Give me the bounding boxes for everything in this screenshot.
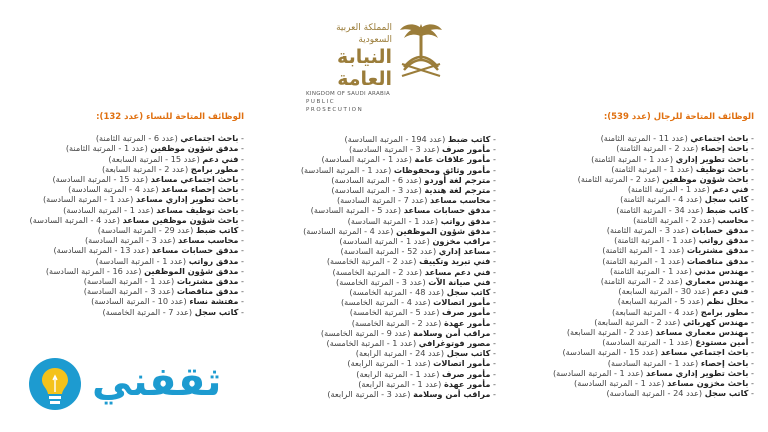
job-list-item — [520, 296, 754, 306]
job-list-item — [520, 164, 754, 174]
bullet-dash: - — [748, 306, 754, 317]
job-count-grade: (عدد 1 - المرتبة السادسة) — [347, 215, 441, 226]
job-count-grade: (عدد 9 - المرتبة الخامسة) — [320, 327, 414, 338]
job-count-grade: (عدد 3 - المرتبة الثامنة) — [606, 225, 692, 236]
job-list-item — [520, 388, 754, 398]
job-list-item — [10, 143, 244, 153]
job-count-grade: (عدد 3 - المرتبة السادسة) — [84, 235, 179, 246]
job-title: مدقق رواتب — [188, 255, 239, 266]
bullet-dash: - — [748, 296, 754, 307]
job-title: مدقق حسابات — [691, 225, 749, 236]
job-count-grade: (عدد 1 - المرتبة السادسة) — [63, 204, 157, 215]
job-list-item — [10, 245, 244, 255]
job-count-grade: (عدد 4 - المرتبة السادسة) — [68, 184, 162, 195]
job-list-item — [520, 286, 754, 296]
job-count-grade: (عدد 3 - المرتبة السادسة) — [331, 185, 425, 196]
job-count-grade: (عدد 10 - المرتبة السادسة) — [91, 296, 190, 307]
bullet-dash: - — [490, 276, 496, 287]
bullet-dash: - — [238, 174, 244, 185]
job-list-item — [10, 205, 244, 215]
bullet-dash: - — [748, 245, 754, 256]
bullet-dash: - — [748, 255, 754, 266]
job-title: مأمور علاقات عامة — [414, 154, 491, 165]
bullet-dash: - — [490, 266, 496, 277]
job-title: مترجم لغة أوردو — [424, 174, 491, 185]
job-title: مراقب أمن وسلامة — [413, 389, 491, 400]
job-list-item — [262, 307, 496, 317]
bullet-dash: - — [748, 184, 754, 195]
job-title: مطور برامج — [700, 306, 749, 317]
job-count-grade: (عدد 1 - المرتبة الثامنة) — [591, 153, 676, 164]
job-list-item — [520, 337, 754, 347]
bullet-dash: - — [748, 214, 754, 225]
job-title: باحث إحصاء — [700, 357, 749, 368]
job-count-grade: (عدد 2 - المرتبة السابعة) — [101, 163, 191, 174]
job-list-item — [262, 154, 496, 164]
bullet-dash: - — [490, 144, 496, 155]
job-title: مدقق رواتب — [440, 215, 491, 226]
job-count-grade: (عدد 3 - المرتبة الخامسة) — [336, 276, 429, 287]
job-count-grade: (عدد 15 - المرتبة السابعة) — [108, 153, 203, 164]
job-count-grade: (عدد 1 - المرتبة الثامنة) — [610, 265, 695, 276]
job-title: مأمور اتصالات — [433, 297, 491, 308]
brand-name: ثقفني — [92, 359, 222, 405]
men-jobs-column — [520, 112, 754, 398]
logo-english-line1: KINGDOM OF SAUDI ARABIA — [306, 91, 391, 97]
job-title: مدقق مشتريات — [686, 245, 749, 256]
job-count-grade: (عدد 7 - المرتبة السادسة) — [336, 195, 431, 206]
job-list-item — [10, 266, 244, 276]
job-list-item — [262, 246, 496, 256]
job-list-item — [10, 286, 244, 296]
bullet-dash: - — [748, 265, 754, 276]
job-title: مأمور اتصالات — [433, 358, 491, 369]
bullet-dash: - — [238, 204, 244, 215]
bullet-dash: - — [748, 204, 754, 215]
job-count-grade: (عدد 194 - المرتبة السادسة) — [344, 134, 448, 144]
middle-job-list — [262, 134, 496, 399]
job-title: فني تبريد وتكييف — [419, 256, 491, 267]
job-title: كاتب ضبط — [705, 204, 749, 215]
men-job-list — [520, 133, 754, 398]
job-count-grade: (عدد 15 - المرتبة السادسة) — [562, 347, 661, 358]
middle-jobs-column — [262, 134, 496, 399]
bullet-dash: - — [490, 307, 496, 318]
bullet-dash: - — [238, 306, 244, 317]
bullet-dash: - — [490, 195, 496, 206]
job-count-grade: (عدد 1 - المرتبة الرابعة) — [356, 368, 442, 379]
job-list-item — [520, 317, 754, 327]
job-title: فني صيانة الآت — [428, 276, 491, 287]
job-count-grade: (عدد 1 - المرتبة السادسة) — [321, 154, 415, 165]
job-list-item — [520, 276, 754, 286]
logo-arabic-main: النيابة العامة — [337, 46, 392, 90]
bullet-dash: - — [490, 154, 496, 165]
job-count-grade: (عدد 6 - المرتبة السادسة) — [331, 174, 425, 185]
job-list-item — [520, 307, 754, 317]
job-title: باحث اجتماعي مساعد — [660, 347, 749, 358]
job-count-grade: (عدد 1 - المرتبة الثامنة) — [611, 163, 696, 174]
bullet-dash: - — [490, 368, 496, 379]
bullet-dash: - — [490, 378, 496, 389]
job-title: فني دعم — [712, 286, 749, 297]
job-title: كاتب ضبط — [195, 225, 239, 236]
bullet-dash: - — [748, 163, 754, 174]
bullet-dash: - — [490, 164, 496, 175]
job-count-grade: (عدد 2 - المرتبة السابعة) — [594, 316, 683, 327]
bullet-dash: - — [748, 316, 754, 327]
job-count-grade: (عدد 2 - المرتبة الخامسة) — [326, 256, 420, 267]
job-count-grade: (عدد 1 - المرتبة الثامنة) — [65, 143, 151, 154]
bullet-dash: - — [748, 357, 754, 368]
bullet-dash: - — [490, 389, 496, 400]
job-count-grade: (عدد 4 - المرتبة السادسة) — [29, 214, 123, 225]
job-title: مدقق مناقصات — [686, 255, 749, 266]
job-list-item — [10, 215, 244, 225]
bullet-dash: - — [238, 163, 244, 174]
job-list-item — [262, 379, 496, 389]
job-title: مدقق شؤون الموظفين — [396, 225, 491, 236]
job-count-grade: (عدد 1 - المرتبة السادسة) — [552, 367, 646, 378]
job-list-item — [262, 185, 496, 195]
job-title: مراقب أمن وسلامة — [413, 327, 491, 338]
job-list-item — [520, 327, 754, 337]
job-count-grade: (عدد 1 - المرتبة السادسة) — [83, 276, 177, 287]
women-job-list — [10, 133, 244, 317]
job-count-grade: (عدد 24 - المرتبة السادسة) — [606, 388, 705, 399]
job-title: كاتب سجل — [704, 388, 749, 399]
job-title: باحث شؤون موظفين — [662, 174, 749, 185]
job-title: مأمور صرف — [442, 144, 491, 155]
job-count-grade: (عدد 1 - المرتبة الخامسة) — [326, 338, 419, 349]
job-list-item — [10, 307, 244, 317]
women-jobs-column — [10, 112, 244, 317]
job-count-grade: (عدد 4 - المرتبة السادسة) — [303, 225, 397, 236]
job-count-grade: (عدد 2 - المرتبة الثامنة) — [616, 143, 701, 154]
bullet-dash: - — [238, 235, 244, 246]
bullet-dash: - — [748, 133, 754, 144]
job-list-item — [10, 194, 244, 204]
job-list-item — [520, 245, 754, 255]
job-count-grade: (عدد 7 - المرتبة الخامسة) — [102, 306, 195, 317]
job-count-grade: (عدد 1 - المرتبة السادسة) — [339, 236, 433, 247]
job-title: مهندس مدني — [694, 265, 749, 276]
job-title: محاسب مساعد — [430, 195, 491, 206]
bullet-dash: - — [748, 225, 754, 236]
job-title: محاسب — [717, 214, 749, 225]
job-count-grade: (عدد 2 - المرتبة الخامسة) — [351, 317, 444, 328]
job-list-item — [10, 276, 244, 286]
job-count-grade: (عدد 3 - المرتبة السادسة) — [348, 144, 442, 155]
job-list-item — [520, 358, 754, 368]
job-count-grade: (عدد 5 - المرتبة الخامسة) — [349, 307, 442, 318]
job-title: مطور برامج — [190, 163, 239, 174]
bullet-dash: - — [490, 358, 496, 369]
job-list-item — [520, 235, 754, 245]
bullet-dash: - — [490, 215, 496, 226]
job-count-grade: (عدد 48 - المرتبة الخامسة) — [349, 287, 447, 298]
job-list-item — [520, 347, 754, 357]
header — [0, 0, 768, 113]
bullet-dash: - — [748, 286, 754, 297]
job-list-item — [262, 134, 496, 144]
bullet-dash: - — [490, 174, 496, 185]
bullet-dash: - — [238, 265, 244, 276]
job-list-item — [10, 225, 244, 235]
job-count-grade: (عدد 11 - المرتبة الثامنة) — [600, 133, 691, 144]
bullet-dash: - — [238, 214, 244, 225]
job-list-item — [520, 143, 754, 153]
bullet-dash: - — [748, 276, 754, 287]
job-list-item — [520, 154, 754, 164]
job-list-item — [262, 165, 496, 175]
bullet-dash: - — [748, 235, 754, 246]
job-title: مدقق حسابات مساعد — [151, 245, 239, 256]
job-title: مأمور صرف — [442, 368, 491, 379]
bullet-dash: - — [490, 134, 496, 144]
bullet-dash: - — [490, 338, 496, 349]
job-list-item — [262, 256, 496, 266]
job-count-grade: (عدد 24 - المرتبة الرابعة) — [355, 348, 447, 359]
job-title: باحث اجتماعي — [690, 133, 749, 144]
job-list-item — [520, 184, 754, 194]
job-count-grade: (عدد 2 - المرتبة الثامنة) — [600, 276, 686, 287]
job-title: مهندس كهربائي — [682, 316, 749, 327]
job-title: كاتب سجل — [446, 287, 491, 298]
job-list-item — [520, 133, 754, 143]
bullet-dash: - — [490, 225, 496, 236]
bullet-dash: - — [238, 286, 244, 297]
job-list-item — [520, 205, 754, 215]
job-title: محاسب مساعد — [178, 235, 239, 246]
job-title: مدقق مناقصات — [176, 286, 239, 297]
bullet-dash: - — [748, 378, 754, 389]
job-title: فني دعم مساعد — [424, 266, 491, 277]
bullet-dash: - — [238, 255, 244, 266]
job-count-grade: (عدد 5 - المرتبة السابعة) — [617, 296, 707, 307]
job-count-grade: (عدد 1 - المرتبة السادسة) — [607, 357, 701, 368]
bullet-dash: - — [490, 236, 496, 247]
job-list-item — [520, 378, 754, 388]
bullet-dash: - — [748, 194, 754, 205]
job-title: مدقق مشتريات — [176, 276, 239, 287]
logo-english-line2: PUBLIC PROSECUTION — [306, 99, 364, 113]
job-count-grade: (عدد 1 - المرتبة السادسة) — [602, 337, 696, 348]
job-count-grade: (عدد 4 - المرتبة الخامسة) — [340, 297, 434, 308]
job-count-grade: (عدد 3 - المرتبة الرابعة) — [327, 389, 414, 400]
job-title: فني دعم — [712, 184, 749, 195]
job-list-item — [262, 226, 496, 236]
job-title: مترجم لغة هندية — [424, 185, 491, 196]
job-list-item — [262, 195, 496, 205]
job-list-item — [520, 266, 754, 276]
job-list-item — [262, 287, 496, 297]
bullet-dash: - — [238, 133, 244, 144]
job-list-item — [10, 184, 244, 194]
job-list-item — [262, 175, 496, 185]
job-title: مأمور صرف — [442, 307, 491, 318]
bullet-dash: - — [490, 317, 496, 328]
bullet-dash: - — [748, 388, 754, 399]
job-count-grade: (عدد 1 - المرتبة الثامنة) — [602, 245, 687, 256]
job-count-grade: (عدد 4 - المرتبة السابعة) — [611, 306, 701, 317]
job-list-item — [262, 297, 496, 307]
bullet-dash: - — [238, 194, 244, 205]
bullet-dash: - — [748, 174, 754, 185]
job-title: مأمور وثائق ومحفوظات — [393, 164, 491, 175]
job-title: باحث إحصاء — [700, 143, 749, 154]
bullet-dash: - — [748, 153, 754, 164]
job-title: باحث توظيف مساعد — [156, 204, 239, 215]
women-section-title: الوظائف المتاحة للنساء (عدد 132): — [96, 112, 244, 122]
job-title: كاتب سجل — [446, 348, 491, 359]
bullet-dash: - — [238, 296, 244, 307]
bullet-dash: - — [238, 276, 244, 287]
job-list-item — [10, 164, 244, 174]
job-list-item — [262, 338, 496, 348]
job-list-item — [520, 215, 754, 225]
job-count-grade: (عدد 2 - المرتبة السابعة) — [566, 327, 656, 338]
job-title: كاتب سجل — [194, 306, 239, 317]
job-title: باحث إحصاء مساعد — [161, 184, 239, 195]
job-title: مدقق شؤون الموظفين — [144, 265, 239, 276]
job-count-grade: (عدد 5 - المرتبة السادسة) — [310, 205, 404, 216]
job-title: مراقب مخزون — [432, 236, 491, 247]
logo-text — [306, 22, 392, 114]
job-list-item — [520, 194, 754, 204]
job-list-item — [520, 368, 754, 378]
bullet-dash: - — [748, 327, 754, 338]
job-count-grade: (عدد 1 - المرتبة السادسة) — [574, 378, 668, 389]
job-title: باحث اجتماعي — [180, 133, 239, 144]
job-list-item — [520, 174, 754, 184]
job-count-grade: (عدد 3 - المرتبة السادسة) — [83, 286, 177, 297]
job-title: مأمور عهدة — [443, 378, 491, 389]
bullet-dash: - — [238, 184, 244, 195]
job-list-item — [10, 296, 244, 306]
job-title: مساعد إداري — [438, 246, 491, 257]
bullet-dash: - — [748, 143, 754, 154]
job-count-grade: (عدد 34 - المرتبة الثامنة) — [616, 204, 706, 215]
job-count-grade: (عدد 1 - المرتبة الثامنة) — [614, 235, 699, 246]
job-title: فني دعم — [202, 153, 239, 164]
job-title: باحث توظيف — [695, 163, 749, 174]
job-title: باحث تطوير إداري مساعد — [645, 367, 749, 378]
job-title: كاتب سجل — [704, 194, 749, 205]
men-section-title: الوظائف المتاحة للرجال (عدد 539): — [603, 112, 754, 122]
job-list-item — [262, 369, 496, 379]
job-list-item — [520, 256, 754, 266]
job-count-grade: (عدد 2 - المرتبة الثامنة) — [633, 214, 718, 225]
job-list-item — [520, 225, 754, 235]
bullet-dash: - — [490, 185, 496, 196]
job-title: مهندس معماري — [685, 276, 749, 287]
bullet-dash: - — [748, 367, 754, 378]
job-title: مدقق شؤون موظفين — [150, 143, 239, 154]
job-count-grade: (عدد 13 - المرتبة السادسة) — [53, 245, 152, 256]
job-title: باحث شؤون موظفين مساعد — [122, 214, 239, 225]
job-count-grade: (عدد 2 - المرتبة الثامنة) — [577, 174, 663, 185]
job-list-item — [10, 154, 244, 164]
job-list-item — [262, 318, 496, 328]
job-title: مدقق حسابات مساعد — [403, 205, 491, 216]
job-count-grade: (عدد 52 - المرتبة السادسة) — [340, 246, 439, 257]
lightbulb-icon — [20, 350, 90, 420]
job-list-item — [10, 174, 244, 184]
bullet-dash: - — [490, 256, 496, 267]
bullet-dash: - — [238, 143, 244, 154]
job-list-item — [262, 389, 496, 399]
job-list-item — [262, 205, 496, 215]
job-list-item — [262, 216, 496, 226]
job-list-item — [10, 256, 244, 266]
job-list-item — [262, 267, 496, 277]
job-count-grade: (عدد 1 - المرتبة السادسة) — [95, 255, 189, 266]
brand-logo — [20, 350, 222, 420]
job-list-item — [262, 348, 496, 358]
job-title: مأمور عهدة — [443, 317, 491, 328]
job-count-grade: (عدد 1 - المرتبة السادسة) — [42, 194, 136, 205]
job-list-item — [262, 236, 496, 246]
bullet-dash: - — [490, 205, 496, 216]
job-title: مدقق رواتب — [698, 235, 749, 246]
bullet-dash: - — [238, 225, 244, 236]
job-list-item — [262, 277, 496, 287]
job-title: باحث تطوير إداري — [675, 153, 749, 164]
bullet-dash: - — [238, 153, 244, 164]
job-list-item — [10, 133, 244, 143]
job-title: أمين مستودع — [695, 337, 749, 348]
bullet-dash: - — [490, 327, 496, 338]
bullet-dash: - — [490, 246, 496, 257]
bullet-dash: - — [748, 347, 754, 358]
job-title: باحث اجتماعي مساعد — [150, 174, 239, 185]
bullet-dash: - — [490, 287, 496, 298]
logo-arabic-top: المملكة العربية السعودية — [336, 23, 392, 45]
job-count-grade: (عدد 1 - المرتبة الرابعة) — [347, 358, 434, 369]
job-list-item — [262, 358, 496, 368]
job-title: مهندس معماري مساعد — [655, 327, 749, 338]
job-count-grade: (عدد 4 - المرتبة الثامنة) — [620, 194, 705, 205]
job-title: باحث تطوير إداري مساعد — [135, 194, 239, 205]
bullet-dash: - — [238, 245, 244, 256]
job-title: مصور فوتوغرافي — [418, 338, 491, 349]
job-title: مفتشة نساء — [189, 296, 239, 307]
job-count-grade: (عدد 6 - المرتبة الثامنة) — [95, 133, 181, 144]
palm-swords-emblem-icon — [396, 20, 446, 82]
job-list-item — [262, 328, 496, 338]
job-count-grade: (عدد 30 - المرتبة السابعة) — [618, 286, 713, 297]
job-count-grade: (عدد 1 - المرتبة الرابعة) — [358, 378, 444, 389]
job-count-grade: (عدد 1 - المرتبة الثامنة) — [627, 184, 713, 195]
job-list-item — [262, 144, 496, 154]
bullet-dash: - — [490, 348, 496, 359]
bullet-dash: - — [748, 337, 754, 348]
job-title: باحث مخزون مساعد — [667, 378, 749, 389]
job-count-grade: (عدد 2 - المرتبة الخامسة) — [332, 266, 425, 277]
job-count-grade: (عدد 15 - المرتبة السادسة) — [52, 174, 151, 185]
job-count-grade: (عدد 29 - المرتبة السادسة) — [97, 225, 196, 236]
job-count-grade: (عدد 1 - المرتبة الثامنة) — [602, 255, 687, 266]
job-list-item — [10, 235, 244, 245]
job-count-grade: (عدد 16 - المرتبة السادسة) — [45, 265, 145, 276]
bullet-dash: - — [490, 297, 496, 308]
job-count-grade: (عدد 1 - المرتبة السادسة) — [300, 164, 394, 175]
job-title: كاتب ضبط — [447, 134, 491, 144]
job-title: محلل نظم — [706, 296, 749, 307]
